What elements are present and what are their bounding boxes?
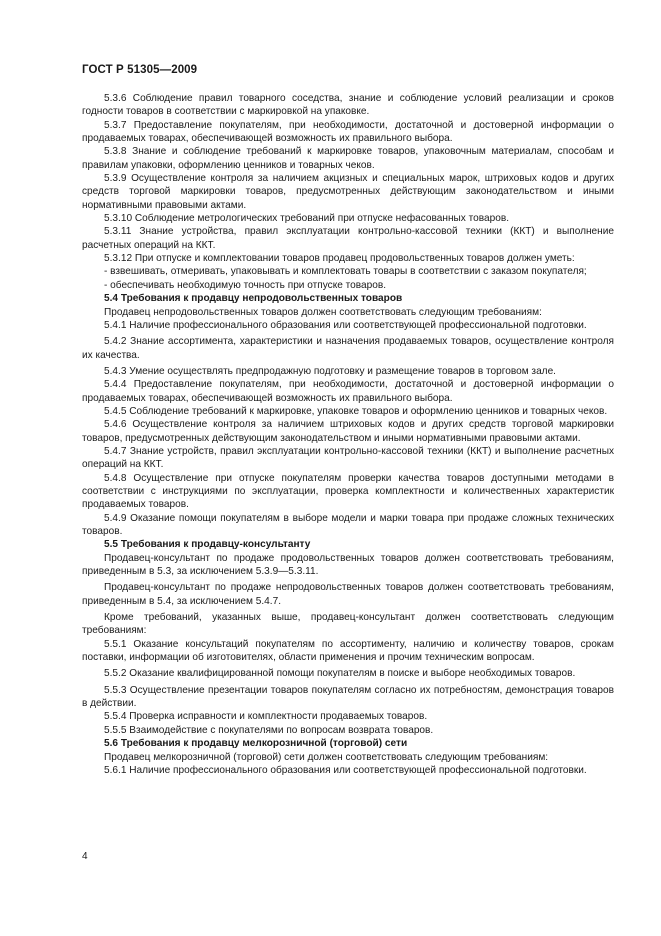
body-paragraph: Кроме требований, указанных выше, продавец-консультант должен соответствовать следующим требованиям: xyxy=(82,612,614,637)
clause-5-3-12: 5.3.12 При отпуске и комплектовании товаров продавец продовольственных товаров должен уметь: xyxy=(104,253,575,265)
clause-5-6-1: 5.6.1 Наличие профессионального образования или соответствующей профессиональной подготовки. xyxy=(104,764,587,776)
body-paragraph: Продавец мелкорозничной (торговой) сети должен соответствовать следующим требованиям: xyxy=(104,751,549,763)
clause-5-3-9: 5.3.9 Осуществление контроля за наличием акцизных и специальных марок, штриховых кодов и других средств торговой маркировки товаров, предусмотренных действующим законодательством и иными нормативными правовыми актами. xyxy=(82,173,614,211)
list-item: - обеспечивать необходимую точность при отпуске товаров. xyxy=(104,279,387,291)
clause-5-4-6: 5.4.6 Осуществление контроля за наличием штриховых кодов и других средств торговой маркировки товаров, предусмотренных действующим законодательством и иными нормативными правовыми актами. xyxy=(82,419,614,444)
clause-5-5-2: 5.5.2 Оказание квалифицированной помощи покупателям в поиске и выборе необходимых товаров. xyxy=(104,668,576,680)
page-number: 4 xyxy=(82,851,88,862)
document-header: ГОСТ Р 51305—2009 xyxy=(82,64,198,76)
clause-5-5-1: 5.5.1 Оказание консультаций покупателям по ассортименту, наличию и количеству товаров, срокам поставки, информации об изготовителях, области применения и прочим техническим вопросам. xyxy=(82,638,614,664)
clause-5-4-4: 5.4.4 Предоставление покупателям, при необходимости, достаточной и достоверной информации о продаваемых товарах, обеспечивающей возможность их правильного выбора. xyxy=(82,379,614,404)
clause-5-5-4: 5.5.4 Проверка исправности и комплектности продаваемых товаров. xyxy=(104,711,428,723)
clause-5-4-9: 5.4.9 Оказание помощи покупателям в выборе модели и марки товара при продаже сложных технических товаров. xyxy=(82,512,614,537)
section-heading-5-6: 5.6 Требования к продавцу мелкорозничной (торговой) сети xyxy=(104,738,408,750)
clause-5-4-3: 5.4.3 Умение осуществлять предпродажную подготовку и размещение товаров в торговом зале. xyxy=(104,365,556,377)
clause-5-3-10: 5.3.10 Соблюдение метрологических требований при отпуске нефасованных товаров. xyxy=(104,213,510,225)
section-heading-5-4: 5.4 Требования к продавцу непродовольственных товаров xyxy=(104,293,403,305)
document-body xyxy=(82,92,614,777)
body-paragraph: Продавец-консультант по продаже непродовольственных товаров должен соответствовать требованиям, приведенным в 5.4, за исключением 5.4.7. xyxy=(82,582,614,607)
clause-5-5-3: 5.5.3 Осуществление презентации товаров покупателям согласно их потребностям, демонстрация товаров в действии. xyxy=(82,684,614,710)
clause-5-4-5: 5.4.5 Соблюдение требований к маркировке, упаковке товаров и оформлению ценников и товарных чеков. xyxy=(104,405,608,417)
clause-5-3-7: 5.3.7 Предоставление покупателям, при необходимости, достаточной и достоверной информации о продаваемых товарах, обеспечивающей возможность их правильного выбора. xyxy=(82,119,614,145)
clause-5-3-8: 5.3.8 Знание и соблюдение требований к маркировке товаров, упаковочным материалам, способам и правилам упаковки, оформлению ценников и товарных чеков. xyxy=(82,146,614,171)
clause-5-4-7: 5.4.7 Знание устройств, правил эксплуатации контрольно-кассовой техники (ККТ) и выполнение расчетных операций на ККТ. xyxy=(82,445,614,471)
clause-5-4-1: 5.4.1 Наличие профессионального образования или соответствующей профессиональной подготовки. xyxy=(104,319,587,331)
body-paragraph: Продавец-консультант по продаже продовольственных товаров должен соответствовать требованиям, приведенным в 5.3, за исключением 5.3.9—5.3.11. xyxy=(82,552,614,578)
clause-5-5-5: 5.5.5 Взаимодействие с покупателями по вопросам возврата товаров. xyxy=(104,724,434,736)
clause-5-4-2: 5.4.2 Знание ассортимента, характеристики и назначения продаваемых товаров, осуществление контроля их качества. xyxy=(82,336,614,361)
clause-5-3-6: 5.3.6 Соблюдение правил товарного соседства, знание и соблюдение условий реализации и сроков годности товаров в соответствии с маркировкой на упаковке. xyxy=(82,93,614,118)
section-heading-5-5: 5.5 Требования к продавцу-консультанту xyxy=(104,539,311,551)
clause-5-3-11: 5.3.11 Знание устройства, правил эксплуатации контрольно-кассовой техники (ККТ) и выполнение расчетных операций на ККТ. xyxy=(82,226,614,251)
body-paragraph: Продавец непродовольственных товаров должен соответствовать следующим требованиям: xyxy=(104,306,542,318)
clause-5-4-8: 5.4.8 Осуществление при отпуске покупателям проверки качества товаров доступными методами в соответствии с инструкциями по эксплуатации, проверка комплектности и количественных характеристик продаваемых товаров. xyxy=(82,472,614,511)
list-item: - взвешивать, отмеривать, упаковывать и комплектовать товары в соответствии с заказом покупателя; xyxy=(104,266,587,278)
